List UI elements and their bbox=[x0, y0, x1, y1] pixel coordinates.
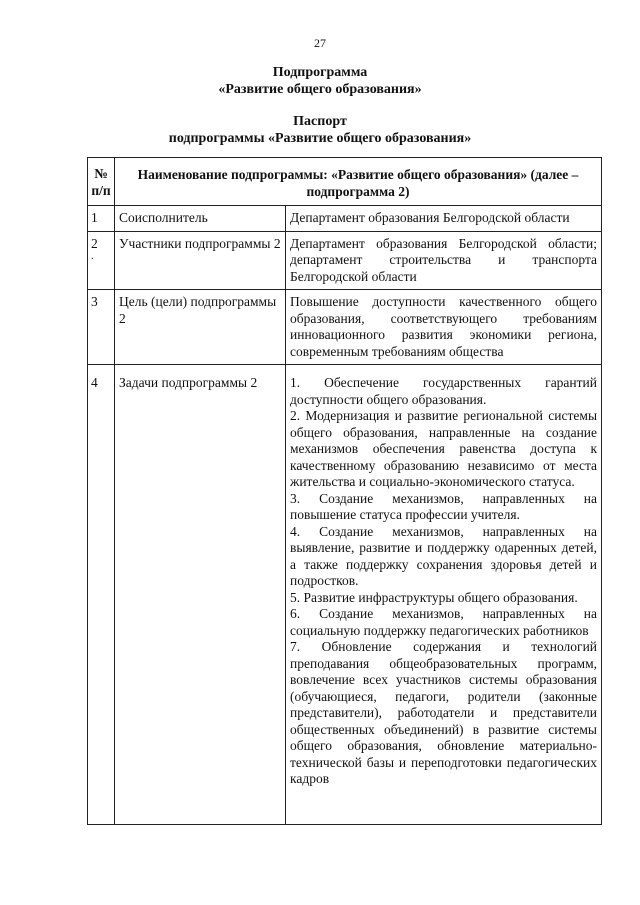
table-row bbox=[88, 365, 602, 825]
header-name-cell bbox=[115, 158, 602, 206]
row-number: 2 bbox=[91, 235, 98, 251]
row-number: 3 bbox=[88, 290, 115, 365]
row-label: Соисполнитель bbox=[115, 206, 286, 232]
row-number: 4 bbox=[88, 365, 115, 825]
task-item: 6. Создание механизмов, направленных на социальную поддержку педагогических работников bbox=[290, 606, 598, 638]
row-value: Повышение доступности качественного общего образования, соответствующего требованиям инновационного развития экономики региона, современным требованиям общества bbox=[286, 290, 602, 365]
header-name-line-1: Наименование подпрограммы: «Развитие общего образования» (далее – bbox=[137, 167, 579, 182]
table-row bbox=[88, 206, 602, 232]
header-number-cell bbox=[88, 158, 115, 206]
title-line-2: «Развитие общего образования» bbox=[218, 82, 422, 97]
row-value: Департамент образования Белгородской области bbox=[286, 206, 602, 232]
task-item: 7. Обновление содержания и технологий преподавания общеобразовательных программ, вовлечение всех участников системы образования (обучающиеся, педагоги, родители (законные представители), работодатели и представители общественных объединений) в развитие системы общего образования, обновление материально-технической базы и переподготовки педагогических кадров bbox=[290, 639, 598, 786]
row-number: 1 bbox=[88, 206, 115, 232]
row-number-mark: . bbox=[91, 251, 94, 262]
task-item: 2. Модернизация и развитие региональной системы общего образования, направленные на создание механизмов обеспечения равенства доступа к качественному образованию независимо от места жительства и социально-экономического статуса. bbox=[290, 408, 598, 489]
page-number: 27 bbox=[314, 36, 326, 50]
passport-line-2: подпрограммы «Развитие общего образования» bbox=[168, 131, 472, 146]
row-label: Задачи подпрограммы 2 bbox=[115, 365, 286, 825]
row-label: Цель (цели) подпрограммы 2 bbox=[115, 290, 286, 365]
table-row bbox=[88, 290, 602, 365]
table-header-row bbox=[88, 158, 602, 206]
passport-table bbox=[87, 157, 602, 825]
header-name-line-2: подпрограмма 2) bbox=[306, 183, 410, 199]
document-title bbox=[0, 64, 640, 98]
row-number-cell bbox=[88, 231, 115, 290]
row-value: Департамент образования Белгородской области; департамент строительства и транспорта Белгородской области bbox=[286, 231, 602, 290]
passport-line-1: Паспорт bbox=[293, 114, 347, 129]
header-number-line-2: п/п bbox=[91, 182, 111, 198]
passport-title bbox=[0, 113, 640, 147]
task-item: 3. Создание механизмов, направленных на повышение статуса профессии учителя. bbox=[290, 490, 598, 522]
task-item: 4. Создание механизмов, направленных на выявление, развитие и поддержку одаренных детей, а также поддержку сохранения здоровья детей и подростков. bbox=[290, 523, 598, 588]
row-label: Участники подпрограммы 2 bbox=[115, 231, 286, 290]
header-number-line-1: № bbox=[94, 166, 108, 181]
title-line-1: Подпрограмма bbox=[272, 65, 368, 80]
task-item: 5. Развитие инфраструктуры общего образования. bbox=[290, 589, 578, 605]
table-row bbox=[88, 231, 602, 290]
row-value-tasks bbox=[286, 365, 602, 825]
task-item: 1. Обеспечение государственных гарантий доступности общего образования. bbox=[290, 375, 598, 407]
